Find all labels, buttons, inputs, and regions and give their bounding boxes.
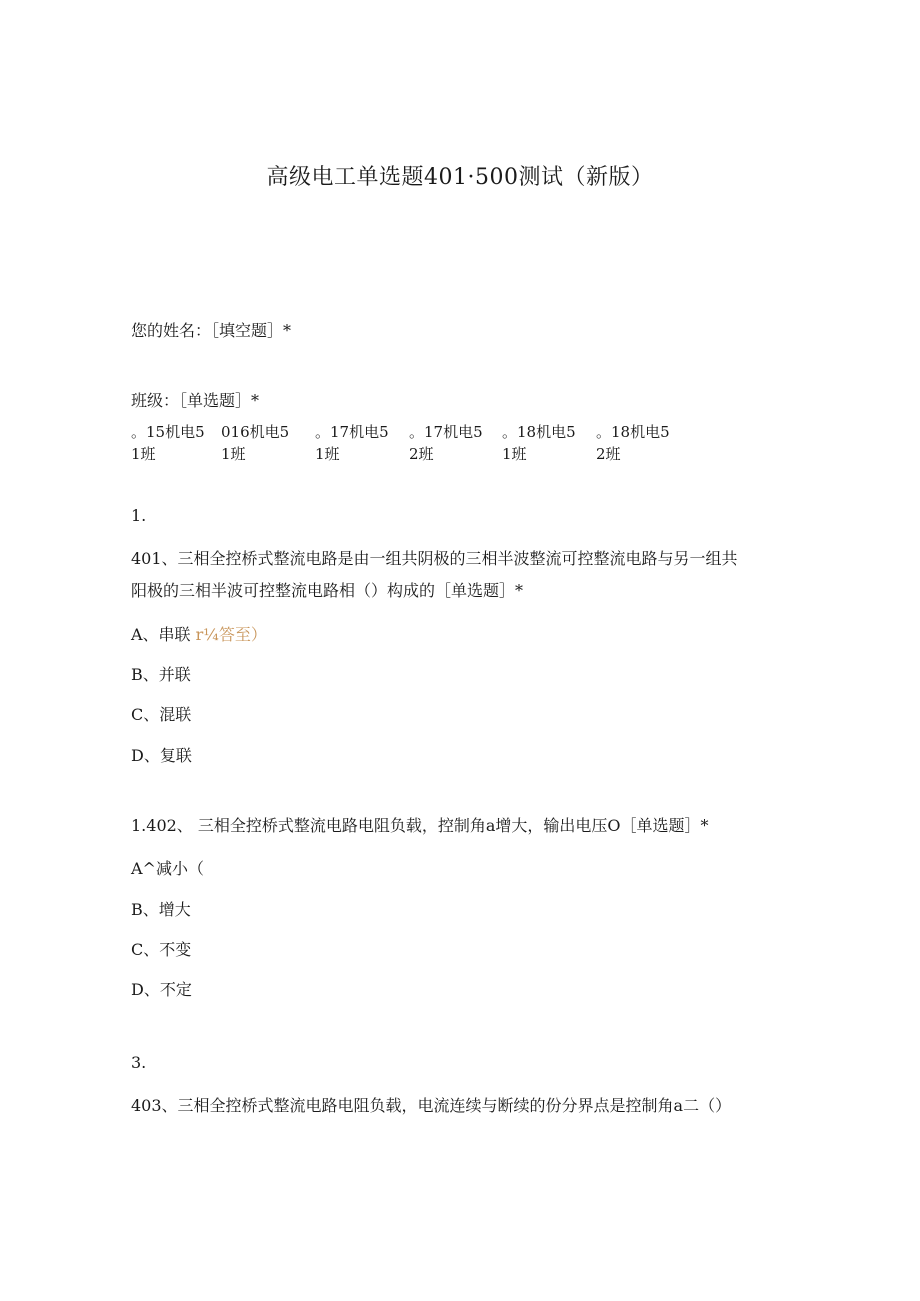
class-option-line1: 。17机电5 [409, 423, 483, 441]
class-option-line2: 2班 [409, 445, 434, 463]
q2-option-a[interactable]: A^减小（ [131, 859, 204, 878]
q2-option-b[interactable]: B、增大 [131, 900, 191, 919]
q1-option-b[interactable]: B、并联 [131, 665, 191, 684]
class-option-line1: 。17机电5 [315, 423, 389, 441]
class-option[interactable] [409, 421, 483, 465]
q1-text-line2: 阳极的三相半波可控整流电路相（）构成的［单选题］* [131, 581, 524, 600]
class-option-line2: 1班 [502, 445, 527, 463]
class-option-line2: 1班 [315, 445, 340, 463]
class-option-line1: 。15机电5 [131, 423, 205, 441]
class-option[interactable] [502, 421, 576, 465]
q2-text: 1.402、 三相全控桥式整流电路电阻负载，控制角a增大，输出电压O［单选题］* [131, 816, 709, 835]
q2-option-d[interactable]: D、不定 [131, 980, 192, 999]
option-label: A、串联 [131, 625, 191, 644]
class-question: 班级：［单选题］* [131, 391, 260, 410]
q2-option-c[interactable]: C、不变 [131, 940, 192, 959]
class-option[interactable] [131, 421, 205, 465]
class-option-line1: 016机电5 [221, 423, 290, 441]
class-option-line1: 。18机电5 [502, 423, 576, 441]
answer-hint: r¼答至） [195, 625, 267, 644]
q3-number: 3. [131, 1053, 147, 1072]
q1-text-line1: 401、三相全控桥式整流电路是由一组共阴极的三相半波整流可控整流电路与另一组共 [131, 549, 738, 568]
q1-option-a[interactable] [131, 622, 267, 645]
class-option-line2: 1班 [131, 445, 156, 463]
name-question: 您的姓名：［填空题］* [131, 321, 292, 340]
class-option-line2: 2班 [596, 445, 621, 463]
class-option-line2: 1班 [221, 445, 246, 463]
class-option[interactable] [221, 421, 289, 465]
class-option[interactable] [596, 421, 670, 465]
q3-text: 403、三相全控桥式整流电路电阻负载，电流连续与断续的份分界点是控制角a二（） [131, 1096, 732, 1115]
q1-number: 1. [131, 506, 147, 525]
q1-option-d[interactable]: D、复联 [131, 746, 192, 765]
q1-option-c[interactable]: C、混联 [131, 705, 192, 724]
class-option-line1: 。18机电5 [596, 423, 670, 441]
page-title: 高级电工单选题401·500测试（新版） [266, 165, 654, 190]
class-option[interactable] [315, 421, 389, 465]
